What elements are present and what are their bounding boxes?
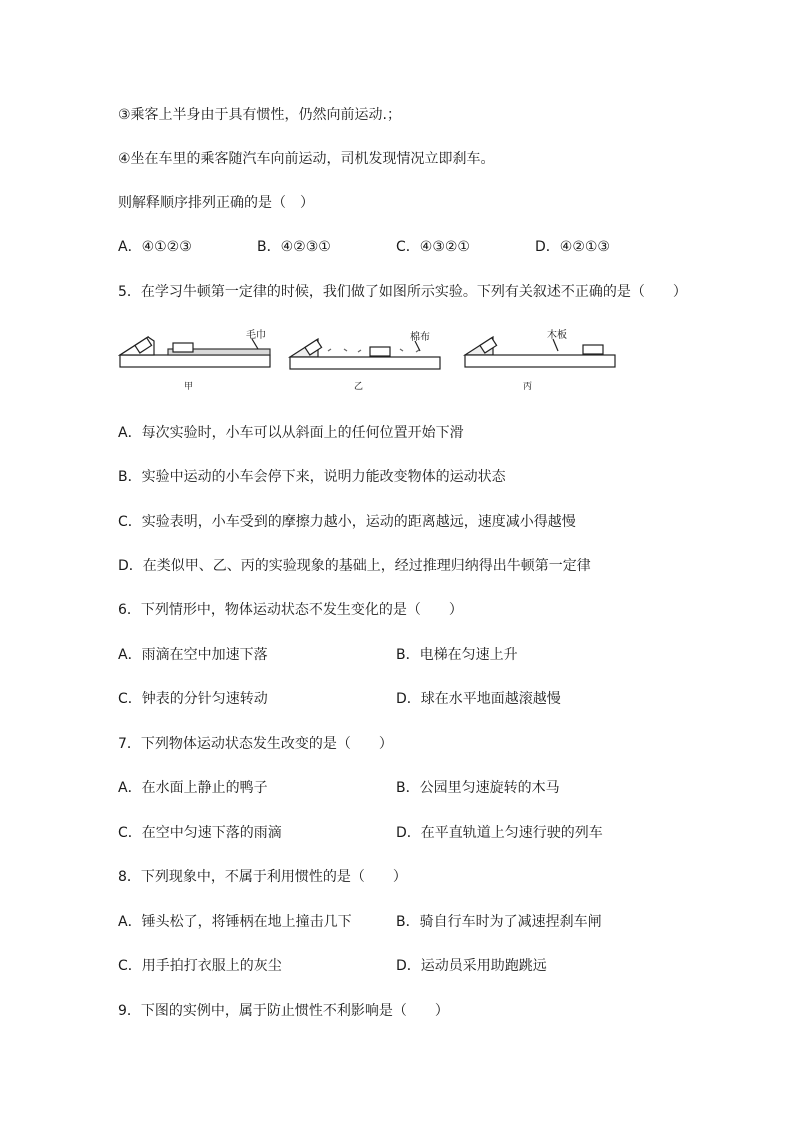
- q5-option-b: B．实验中运动的小车会停下来，说明力能改变物体的运动状态: [118, 469, 506, 485]
- figure-bing: [465, 328, 615, 392]
- q6-option-d: D．球在水平地面越滚越慢: [396, 691, 561, 707]
- q5-option-d: D．在类似甲、乙、丙的实验现象的基础上，经过推理归纳得出牛顿第一定律: [118, 558, 591, 574]
- q6-option-a: A．雨滴在空中加速下落: [118, 647, 268, 663]
- question-5: 5．在学习牛顿第一定律的时候，我们做了如图所示实验。下列有关叙述不正确的是（ ）: [118, 284, 687, 300]
- q5-option-c: C．实验表明，小车受到的摩擦力越小，运动的距离越远，速度减小得越慢: [118, 514, 576, 530]
- figure-yi: [290, 330, 440, 392]
- line-q4-item3: ③乘客上半身由于具有惯性，仍然向前运动.；: [118, 107, 401, 123]
- question-9: 9．下图的实例中，属于防止惯性不利影响是（ ）: [118, 1003, 449, 1019]
- caption-bing: 丙: [523, 382, 533, 392]
- q4-option-c: C．④③②①: [396, 239, 470, 255]
- question-6: 6．下列情形中，物体运动状态不发生变化的是（ ）: [118, 602, 463, 618]
- label-cotton-cloth: 棉布: [410, 332, 430, 343]
- q6-option-b: B．电梯在匀速上升: [396, 647, 518, 663]
- newton-experiment-figure: [118, 325, 618, 395]
- label-wooden-board: 木板: [547, 330, 567, 341]
- q7-option-c: C．在空中匀速下落的雨滴: [118, 825, 282, 841]
- q8-option-c: C．用手拍打衣服上的灰尘: [118, 958, 282, 974]
- q7-option-b: B．公园里匀速旋转的木马: [396, 780, 560, 796]
- q7-option-a: A．在水面上静止的鸭子: [118, 780, 268, 796]
- line-q4-item4: ④坐在车里的乘客随汽车向前运动，司机发现情况立即刹车。: [118, 151, 495, 167]
- figure-jia: [120, 328, 270, 392]
- question-7: 7．下列物体运动状态发生改变的是（ ）: [118, 736, 393, 752]
- q4-option-d: D．④②①③: [535, 239, 610, 255]
- q5-option-a: A．每次实验时，小车可以从斜面上的任何位置开始下滑: [118, 425, 464, 441]
- q8-option-b: B．骑自行车时为了减速捏刹车闸: [396, 914, 602, 930]
- q8-option-a: A．锤头松了，将锤柄在地上撞击几下: [118, 914, 352, 930]
- q7-option-d: D．在平直轨道上匀速行驶的列车: [396, 825, 603, 841]
- question-8: 8．下列现象中，不属于利用惯性的是（ ）: [118, 869, 407, 885]
- q4-option-b: B．④②③①: [257, 239, 331, 255]
- caption-yi: 乙: [354, 382, 364, 392]
- q6-option-c: C．钟表的分针匀速转动: [118, 691, 268, 707]
- caption-jia: 甲: [184, 382, 194, 392]
- q4-option-a: A．④①②③: [118, 239, 192, 255]
- label-towel: 毛巾: [246, 330, 266, 341]
- q8-option-d: D．运动员采用助跑跳远: [396, 958, 547, 974]
- line-q4-question: 则解释顺序排列正确的是（ ）: [118, 195, 314, 211]
